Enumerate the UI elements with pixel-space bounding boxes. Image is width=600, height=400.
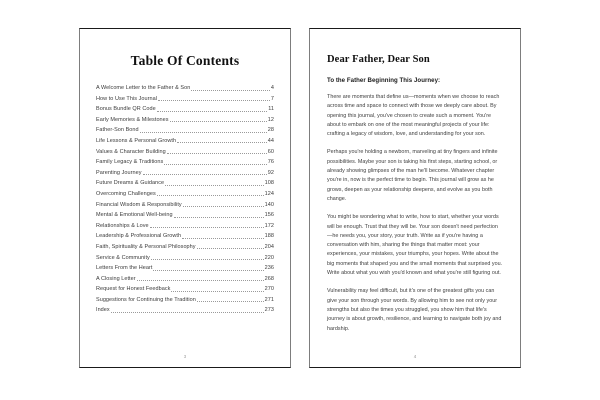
toc-entry[interactable] bbox=[96, 213, 274, 219]
toc-entry-label: Overcoming Challenges bbox=[96, 190, 156, 197]
toc-entry-page-number: 76 bbox=[267, 159, 274, 166]
toc-entry[interactable] bbox=[96, 287, 274, 293]
toc-entry-label: Request for Honest Feedback bbox=[96, 286, 171, 293]
toc-entry-page-number: 271 bbox=[264, 296, 274, 303]
toc-leader-dots bbox=[158, 99, 270, 101]
toc-entry[interactable] bbox=[96, 118, 274, 124]
toc-entry-page-number: 220 bbox=[264, 254, 274, 261]
letter-subheading: To the Father Beginning This Journey: bbox=[327, 77, 441, 84]
toc-leader-dots bbox=[140, 131, 267, 133]
toc-leader-dots bbox=[171, 290, 263, 292]
letter-paragraph: Vulnerability may feel difficult, but it's one of the greatest gifts you can give your son through your words. By allowing him to see not only your strengths but also the times you struggled, you show him that life's journey is about growth, resilience, and learning to navigate both joy and hardship. bbox=[327, 288, 502, 332]
page-left-table-of-contents bbox=[79, 28, 291, 368]
toc-leader-dots bbox=[164, 163, 266, 165]
toc-entry-label: Relationships & Love bbox=[96, 222, 149, 229]
toc-entry[interactable] bbox=[96, 277, 274, 283]
page-folio-left: 3 bbox=[183, 354, 187, 359]
letter-body bbox=[327, 93, 503, 334]
toc-entry[interactable] bbox=[96, 181, 274, 187]
toc-entry-label: How to Use This Journal bbox=[96, 95, 157, 102]
toc-entry-label: Faith, Spirituality & Personal Philosophy bbox=[96, 243, 196, 250]
toc-entry-label: Future Dreams & Guidance bbox=[96, 180, 165, 187]
toc-leader-dots bbox=[183, 205, 264, 207]
toc-entry-page-number: 92 bbox=[267, 169, 274, 176]
letter-paragraph: Perhaps you're holding a newborn, marveling at tiny fingers and infinite possibilities. Maybe your son is taking his first steps, starting school, or already showing glimpses of the man he'll become. Whatever chapter you're in, now is the perfect time to begin. This journal will grow as he grows, deepen as your relationship deepens, and evolve as you both change. bbox=[327, 149, 498, 202]
toc-entry[interactable] bbox=[96, 107, 274, 113]
toc-leader-dots bbox=[157, 194, 264, 196]
toc-entry[interactable] bbox=[96, 97, 274, 103]
toc-entry-label: Bonus Bundle QR Code bbox=[96, 106, 156, 113]
toc-entry-label: Index bbox=[96, 307, 110, 314]
page-right-content bbox=[310, 29, 520, 367]
toc-entry-label: Service & Community bbox=[96, 254, 150, 261]
toc-entry-page-number: 273 bbox=[264, 307, 274, 314]
toc-entry[interactable] bbox=[96, 128, 274, 134]
letter-paragraph: There are moments that define us—moments when we choose to reach across time and space to connect with those we deeply care about. By opening this journal, you've chosen to create such a moment. You're about to embark on one of the most meaningful projects of your life: crafting a legacy of wisdom, love, and understanding for your son. bbox=[327, 94, 500, 138]
toc-leader-dots bbox=[111, 311, 264, 313]
toc-leader-dots bbox=[197, 247, 264, 249]
toc-entry-page-number: 4 bbox=[270, 85, 274, 91]
toc-leader-dots bbox=[143, 173, 267, 175]
toc-entry[interactable] bbox=[96, 224, 274, 230]
toc-entry[interactable] bbox=[96, 150, 274, 156]
toc-entry-page-number: 268 bbox=[264, 275, 274, 282]
toc-entry-label: Mental & Emotional Well-being bbox=[96, 212, 173, 219]
toc-entry-page-number: 124 bbox=[264, 190, 274, 197]
toc-entry[interactable] bbox=[96, 192, 274, 198]
toc-entry[interactable] bbox=[96, 139, 274, 145]
toc-leader-dots bbox=[167, 152, 267, 154]
toc-entry-page-number: 28 bbox=[267, 127, 274, 134]
toc-entry-page-number: 60 bbox=[267, 148, 274, 155]
toc-entry-page-number: 11 bbox=[268, 106, 274, 113]
page-right-letter bbox=[309, 28, 521, 368]
toc-entry-label: Financial Wisdom & Responsibility bbox=[96, 201, 182, 208]
toc-leader-dots bbox=[170, 120, 267, 122]
toc-leader-dots bbox=[157, 110, 267, 112]
toc-entry-label: Family Legacy & Traditions bbox=[96, 159, 164, 166]
toc-leader-dots bbox=[151, 258, 264, 260]
toc-entry-page-number: 44 bbox=[267, 137, 274, 144]
toc-entry[interactable] bbox=[96, 245, 274, 251]
toc-leader-dots bbox=[150, 226, 264, 228]
toc-entry-page-number: 172 bbox=[264, 222, 274, 229]
toc-entry-page-number: 7 bbox=[270, 95, 274, 102]
toc-leader-dots bbox=[191, 89, 270, 91]
toc-leader-dots bbox=[137, 279, 264, 281]
toc-entry-page-number: 12 bbox=[267, 116, 274, 123]
toc-entry-label: A Welcome Letter to the Father & Son bbox=[96, 85, 191, 91]
toc-entry-label: Suggestions for Continuing the Tradition bbox=[96, 296, 196, 303]
page-left-content bbox=[80, 29, 290, 367]
toc-entry-page-number: 108 bbox=[264, 180, 274, 187]
toc-list bbox=[94, 86, 276, 314]
page-title: Table Of Contents bbox=[130, 53, 240, 68]
toc-entry-label: Father-Son Bond bbox=[96, 127, 139, 134]
page-folio-right: 4 bbox=[413, 354, 417, 359]
letter-heading: Dear Father, Dear Son bbox=[327, 54, 430, 65]
toc-entry-label: Life Lessons & Personal Growth bbox=[96, 137, 177, 144]
toc-entry[interactable] bbox=[96, 256, 274, 262]
toc-leader-dots bbox=[197, 300, 264, 302]
toc-entry-label: Values & Character Building bbox=[96, 148, 166, 155]
toc-leader-dots bbox=[165, 184, 264, 186]
toc-entry-label: Early Memories & Milestones bbox=[96, 116, 169, 123]
toc-entry[interactable] bbox=[96, 266, 274, 272]
toc-entry-label: Parenting Journey bbox=[96, 169, 142, 176]
letter-paragraph: You might be wondering what to write, how to start, whether your words will be enough. Trust that they will be. Your son doesn't need perfection—he needs you, your story, your truth. Write as if you're having a conversation with him, sharing the things that matter most: your experiences, your mistakes, your triumphs, your hopes. Write about the big moments that shaped you and the small moments that surprised you. Write about what you wish you'd known and what you're still figuring out. bbox=[327, 214, 503, 277]
toc-entry-page-number: 156 bbox=[264, 212, 274, 219]
toc-entry-page-number: 140 bbox=[264, 201, 274, 208]
toc-leader-dots bbox=[153, 269, 263, 271]
toc-entry[interactable] bbox=[96, 171, 274, 177]
toc-leader-dots bbox=[182, 237, 264, 239]
toc-entry-page-number: 270 bbox=[264, 286, 274, 293]
toc-entry-page-number: 204 bbox=[264, 243, 274, 250]
toc-entry[interactable] bbox=[96, 203, 274, 209]
toc-entry[interactable] bbox=[96, 298, 274, 304]
toc-leader-dots bbox=[177, 141, 267, 143]
toc-leader-dots bbox=[174, 216, 264, 218]
toc-entry-label: A Closing Letter bbox=[96, 275, 136, 282]
toc-entry-label: Letters From the Heart bbox=[96, 265, 153, 272]
toc-entry-page-number: 188 bbox=[264, 233, 274, 240]
toc-entry-label: Leadership & Professional Growth bbox=[96, 233, 182, 240]
toc-entry[interactable] bbox=[96, 234, 274, 240]
toc-entry[interactable] bbox=[96, 86, 274, 92]
toc-entry-page-number: 236 bbox=[264, 265, 274, 272]
toc-entry[interactable] bbox=[96, 308, 274, 314]
toc-entry[interactable] bbox=[96, 160, 274, 166]
